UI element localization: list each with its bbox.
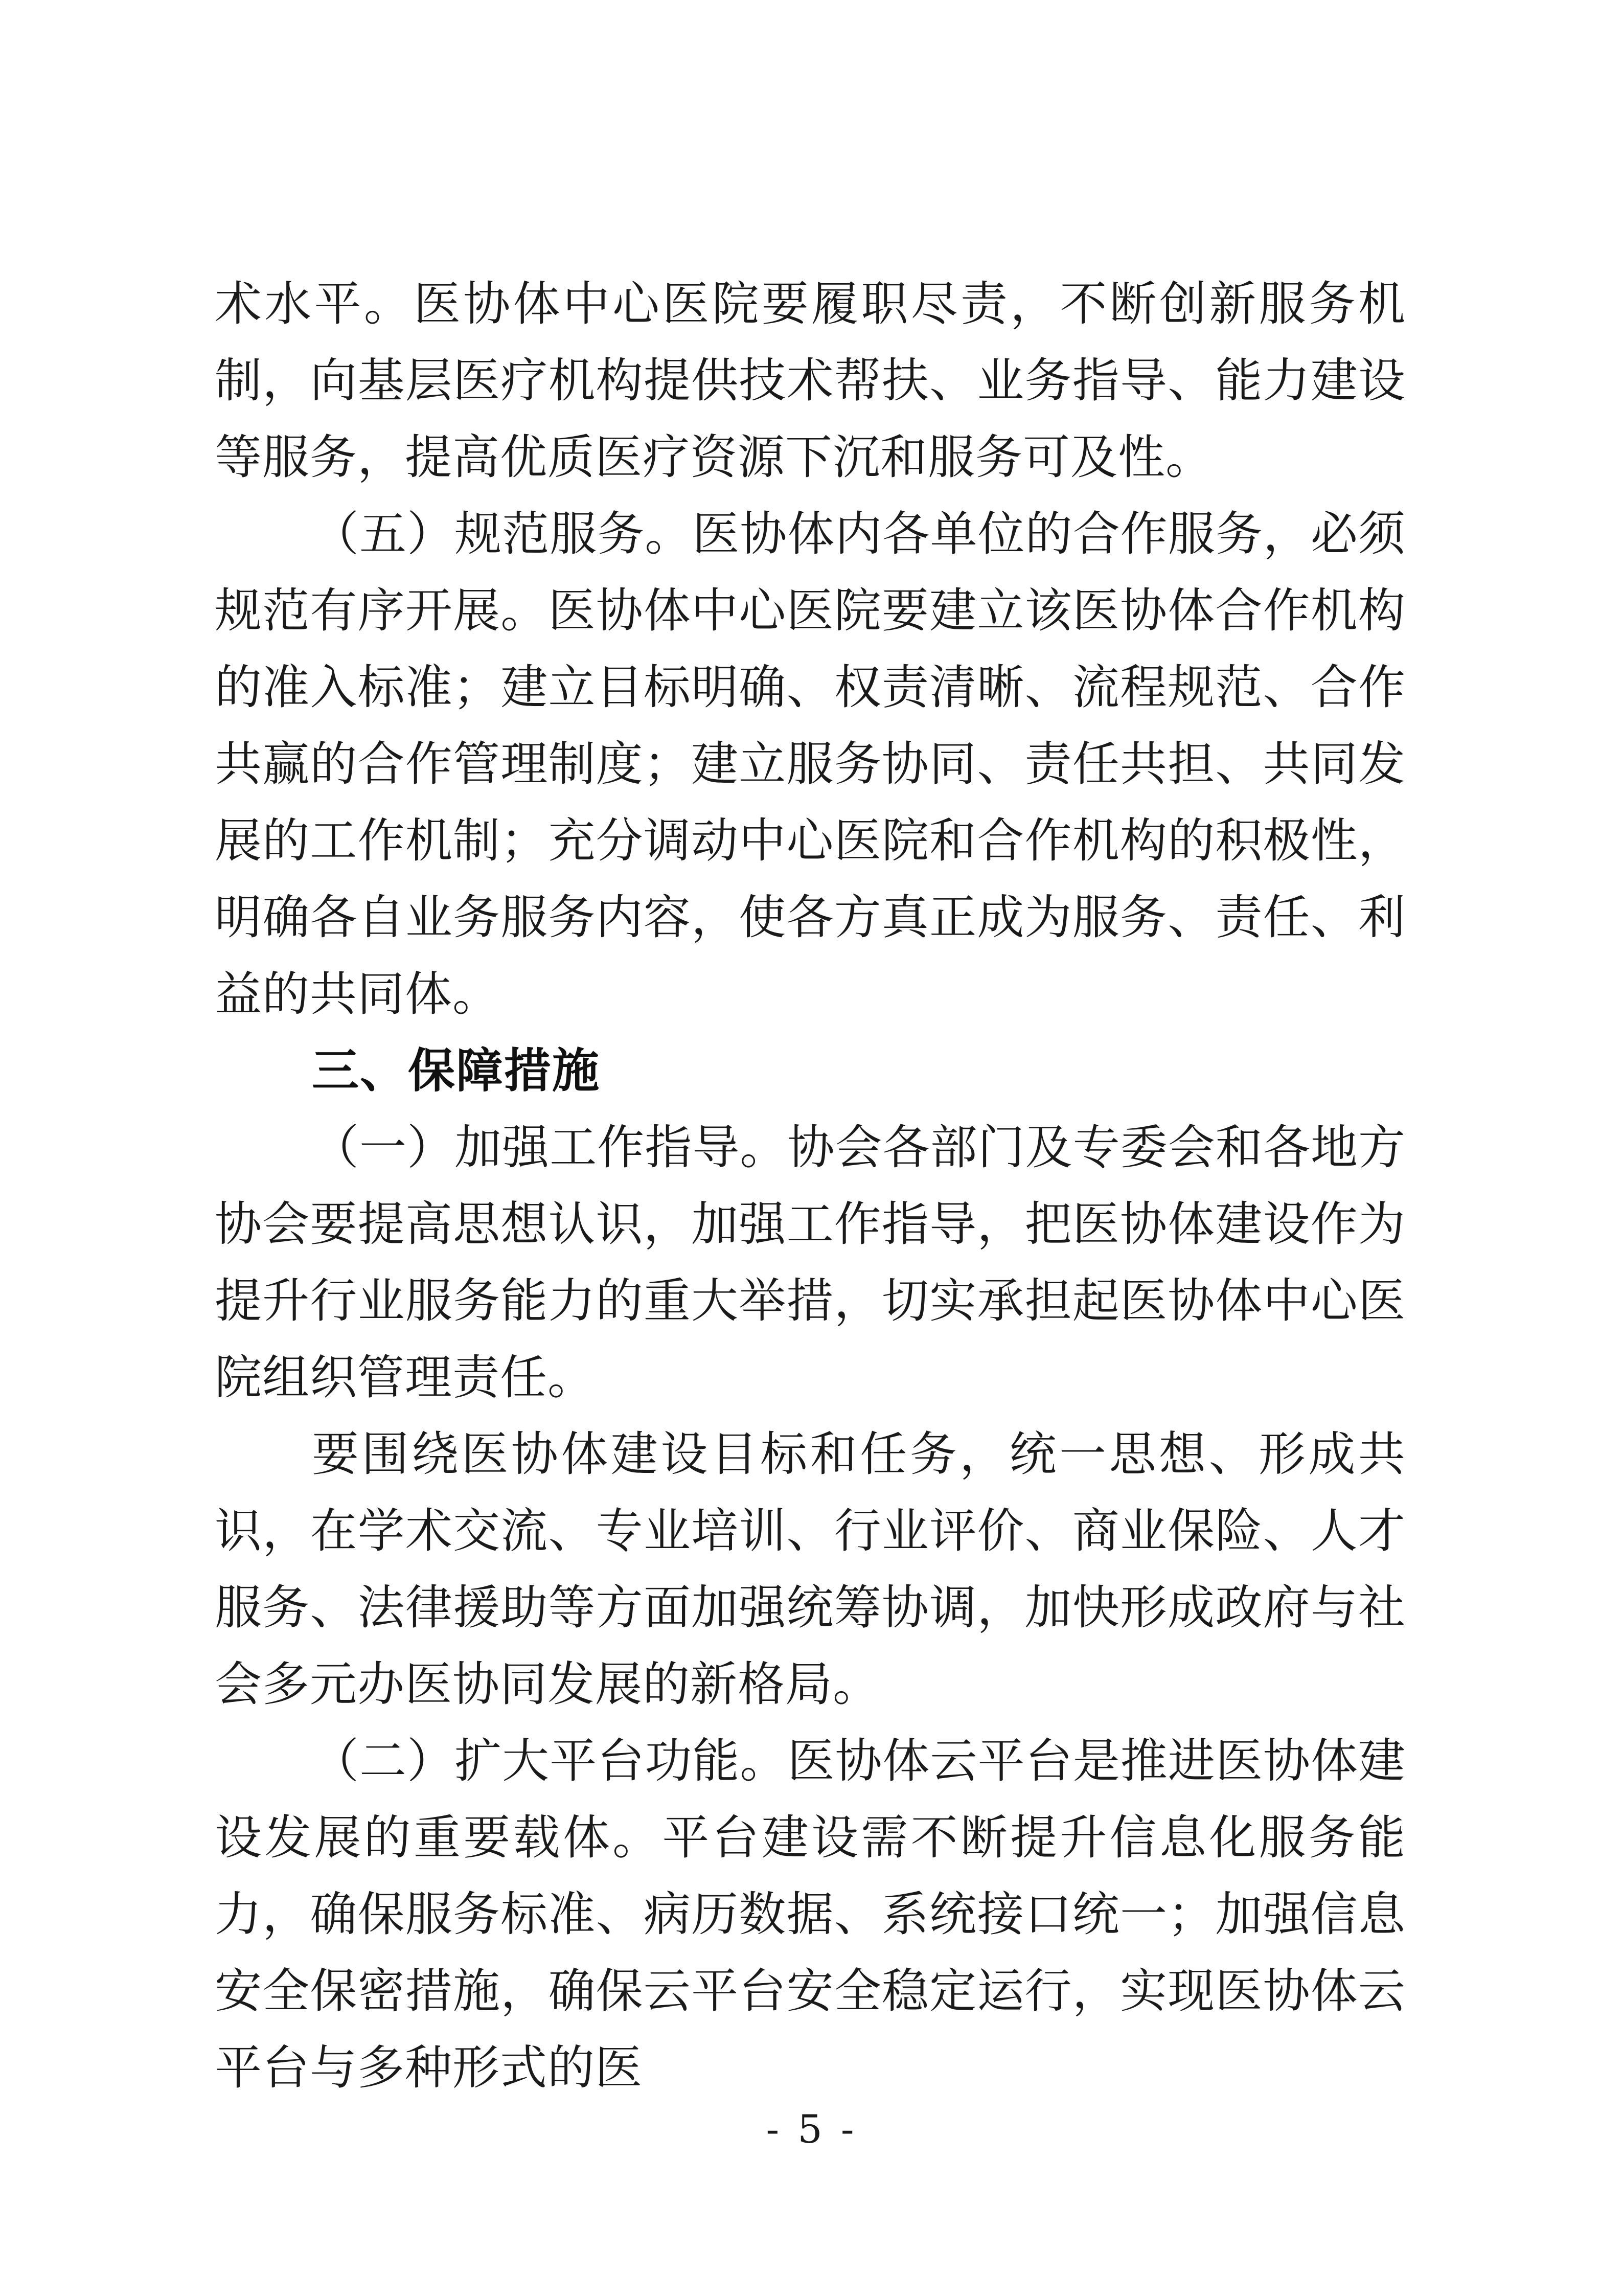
document-body	[215, 266, 1406, 2106]
section-heading-three: 三、保障措施	[312, 1043, 601, 1098]
paragraph-section-five: （五）规范服务。医协体内各单位的合作服务，必须规范有序开展。医协体中心医院要建立该医协体合作机构的准入标准；建立目标明确、权责清晰、流程规范、合作共赢的合作管理制度；建立服务协同、责任共担、共同发展的工作机制；充分调动中心医院和合作机构的积极性，明确各自业务服务内容，使各方真正成为服务、责任、利益的共同体。	[215, 507, 1406, 1021]
page-number: - 5 -	[766, 2106, 857, 2152]
paragraph-continuation: 术水平。医协体中心医院要履职尽责，不断创新服务机制，向基层医疗机构提供技术帮扶、业务指导、能力建设等服务，提高优质医疗资源下沉和服务可及性。	[215, 277, 1406, 485]
paragraph-item-one-continued: 要围绕医协体建设目标和任务，统一思想、形成共识，在学术交流、专业培训、行业评价、商业保险、人才服务、法律援助等方面加强统筹协调，加快形成政府与社会多元办医协同发展的新格局。	[215, 1427, 1406, 1712]
paragraph-item-two: （二）扩大平台功能。医协体云平台是推进医协体建设发展的重要载体。平台建设需不断提升信息化服务能力，确保服务标准、病历数据、系统接口统一；加强信息安全保密措施，确保云平台安全稳定运行，实现医协体云平台与多种形式的医	[215, 1734, 1406, 2095]
paragraph-item-one: （一）加强工作指导。协会各部门及专委会和各地方协会要提高思想认识，加强工作指导，把医协体建设作为提升行业服务能力的重大举措，切实承担起医协体中心医院组织管理责任。	[215, 1120, 1406, 1405]
